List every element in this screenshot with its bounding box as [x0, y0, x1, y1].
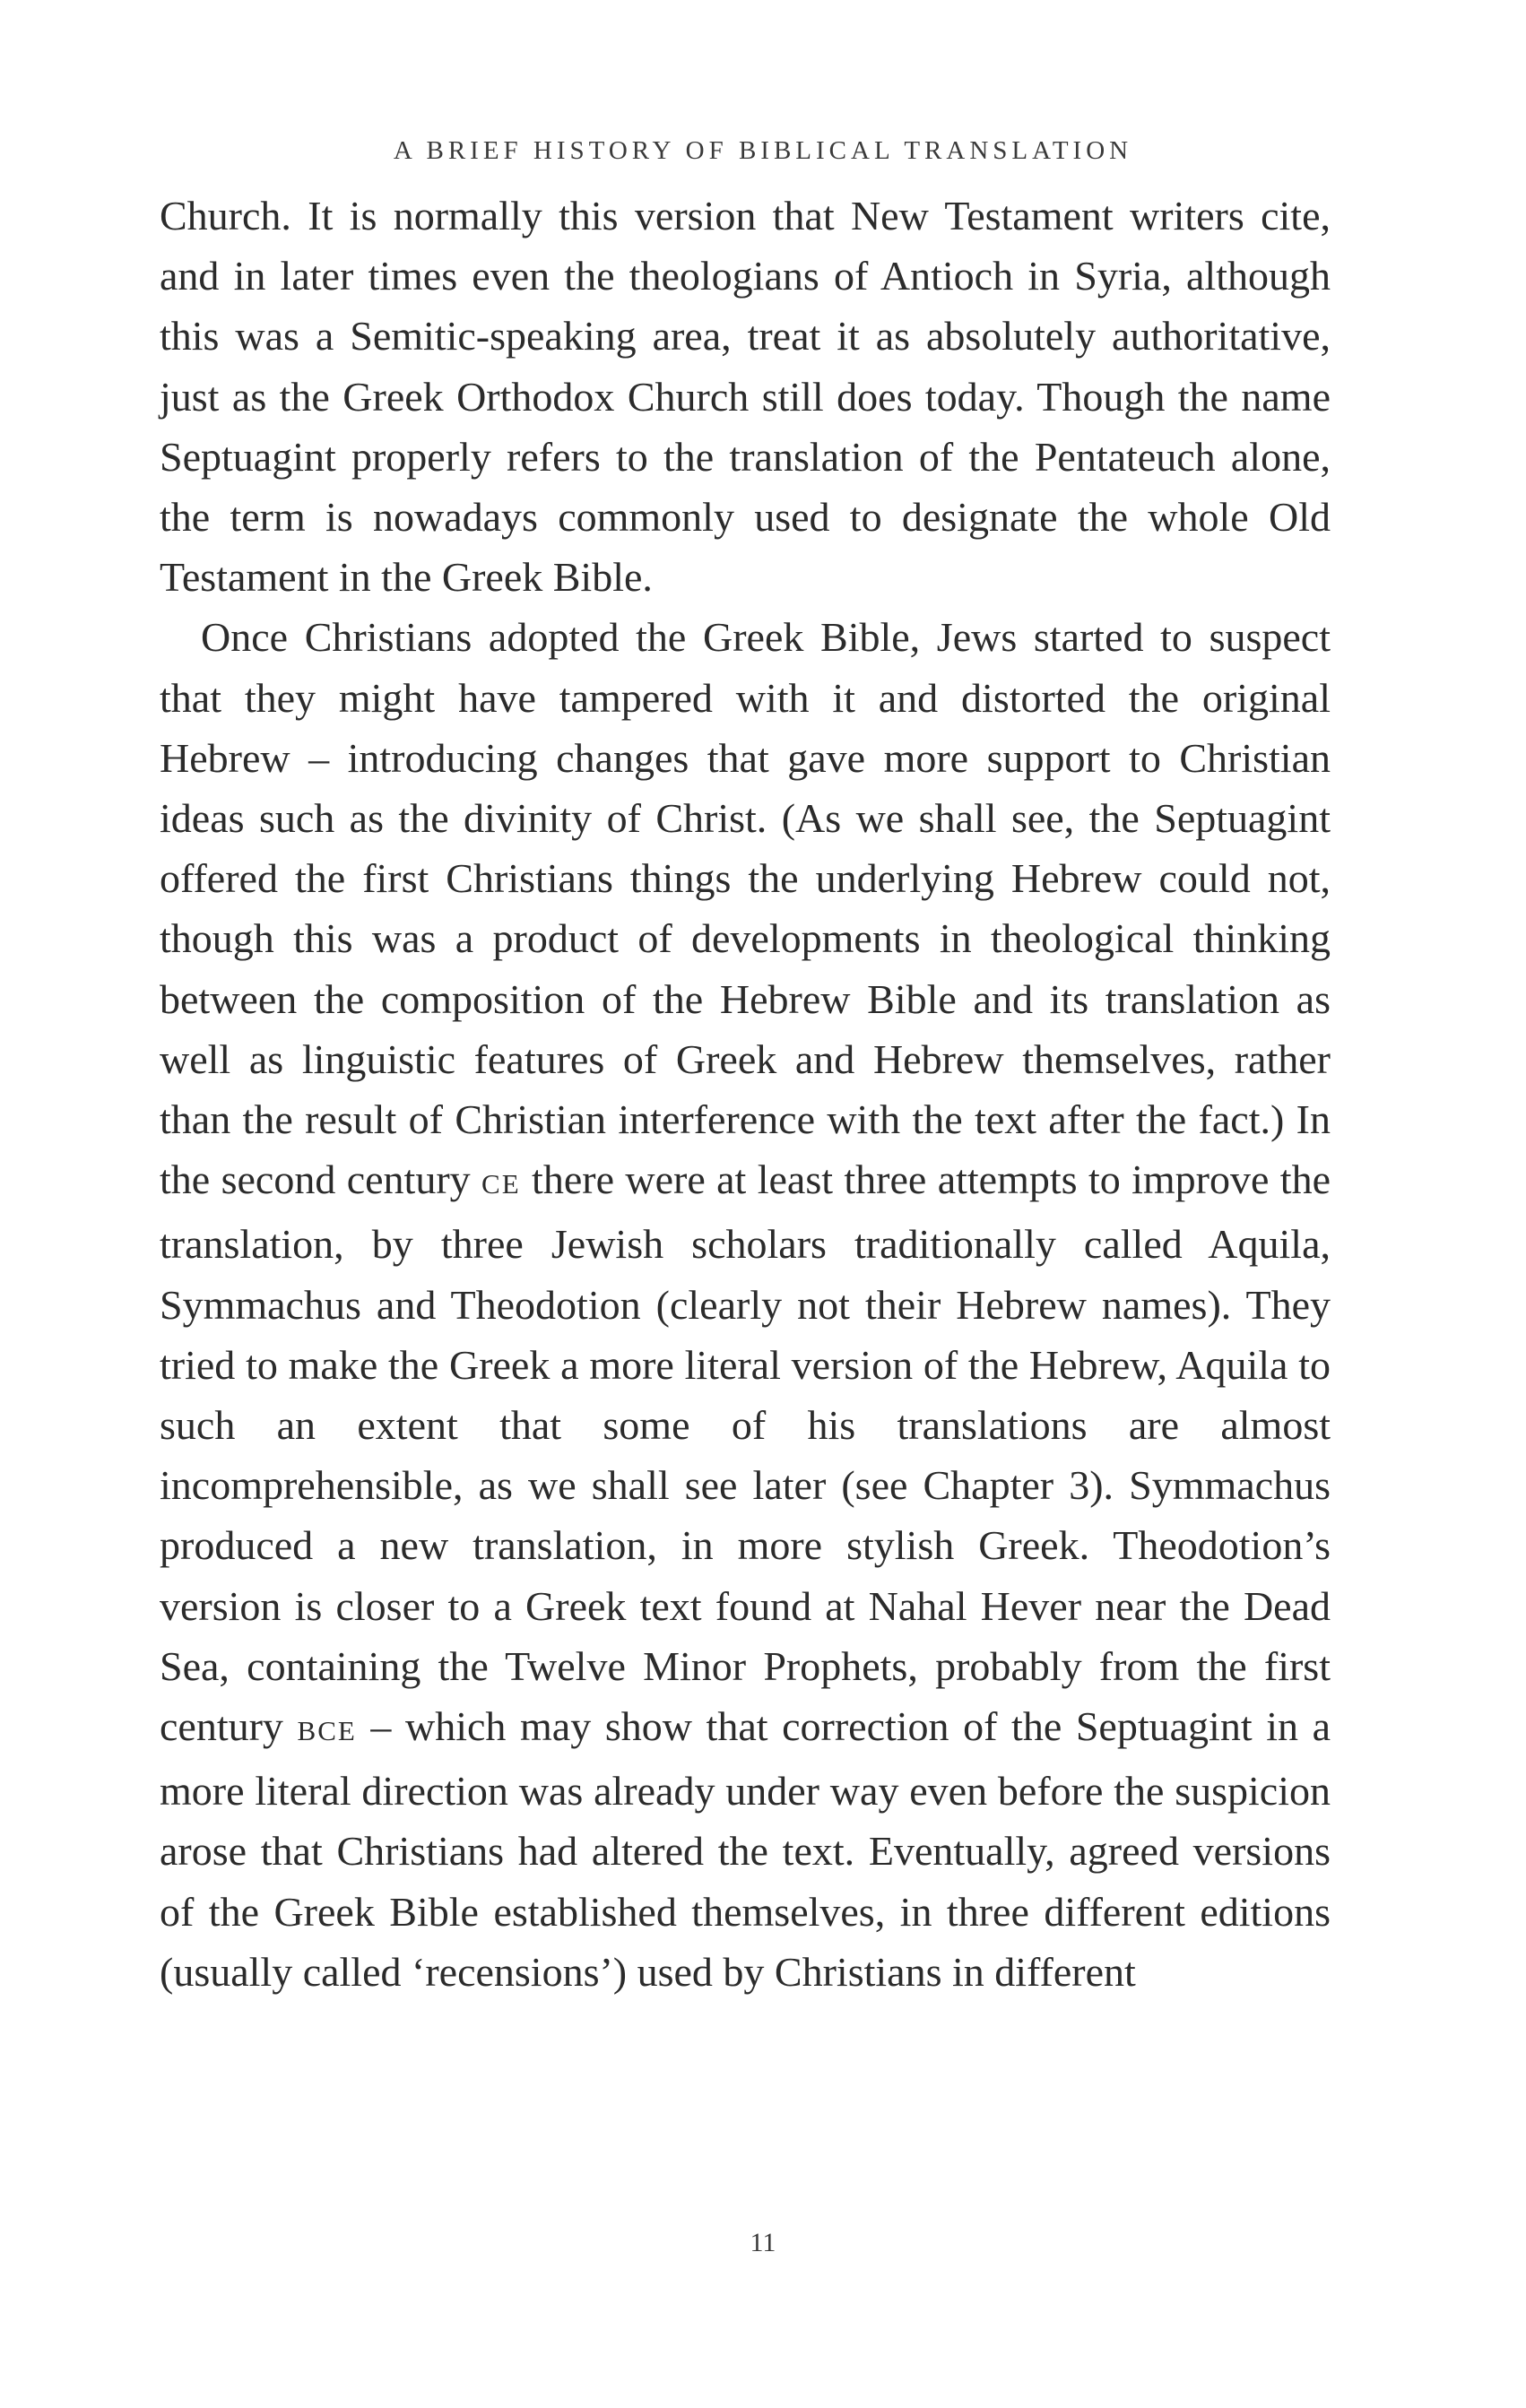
body-text	[160, 186, 1331, 2002]
paragraph-2-part-3: – which may show that correction of the Septuagint in a more literal direction was already under way even before the suspicion arose that Christians had altered the text. Eventually, agreed versions of the Greek Bible established themselves, in three different editions (usually called ‘recensions’) used by Christians in different	[160, 1703, 1331, 1995]
paragraph-2-part-2: there were at least three attempts to improve the translation, by three Jewish scholars traditionally called Aquila, Symmachus and Theodotion (clearly not their Hebrew names). They tried to make the Greek a more literal version of the Hebrew, Aquila to such an extent that some of his translations are almost incomprehensible, as we shall see later (see Chapter 3). Symmachus produced a new translation, in more stylish Greek. Theodotion’s version is closer to a Greek text found at Nahal Hever near the Dead Sea, containing the Twelve Minor Prophets, probably from the first century	[160, 1156, 1331, 1750]
era-abbreviation-bce: BCE	[297, 1715, 357, 1747]
paragraph-2	[160, 607, 1331, 2002]
paragraph-1: Church. It is normally this version that New Testament writers cite, and in later times even the theologians of Antioch in Syria, although this was a Semitic-speaking area, treat it as absolutely authoritative, just as the Greek Orthodox Church still does today. Though the name Septuagint properly refers to the translation of the Pentateuch alone, the term is nowadays commonly used to designate the whole Old Testament in the Greek Bible.	[160, 193, 1331, 601]
page-number: 11	[750, 2228, 776, 2257]
running-head: A BRIEF HISTORY OF BIBLICAL TRANSLATION	[393, 136, 1133, 165]
paragraph-2-part-1: Once Christians adopted the Greek Bible, Jews started to suspect that they might have tampered with it and distorted the original Hebrew – introducing changes that gave more support to Christian ideas such as the divinity of Christ. (As we shall see, the Septuagint offered the first Christians things the underlying Hebrew could not, though this was a product of developments in theological thinking between the composition of the Hebrew Bible and its translation as well as linguistic features of Greek and Hebrew themselves, rather than the result of Christian interference with the text after the fact.) In the second century	[160, 614, 1331, 1203]
era-abbreviation-ce: CE	[481, 1168, 521, 1200]
